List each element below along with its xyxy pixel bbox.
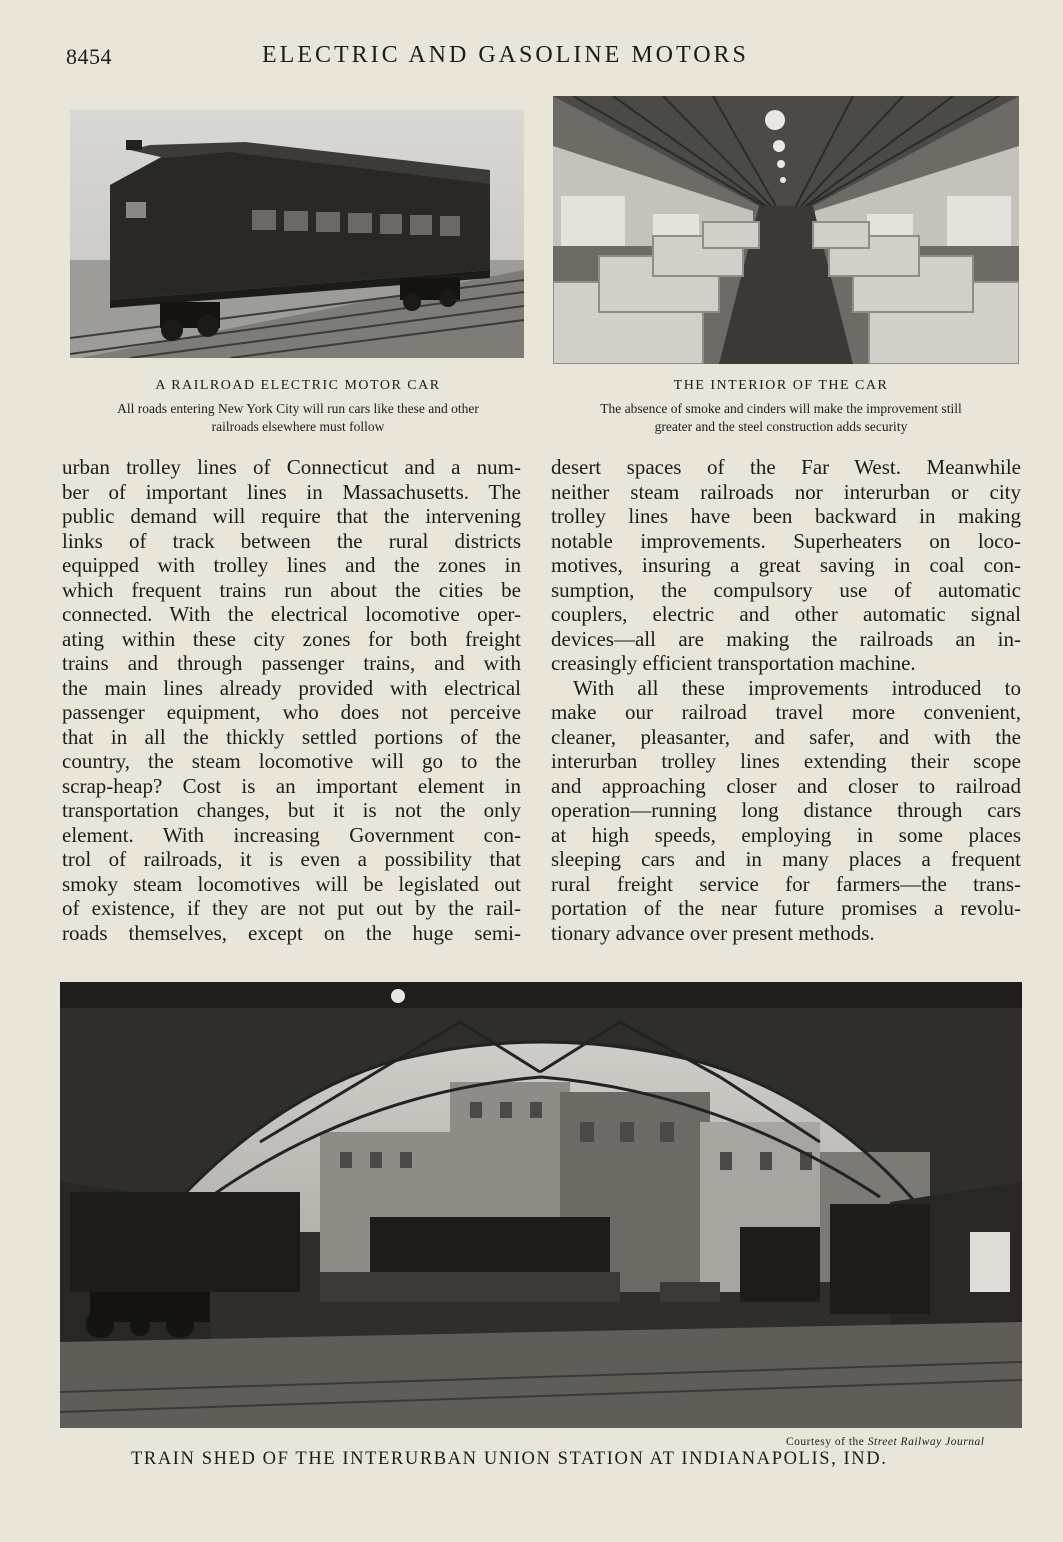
body-column-left (62, 455, 521, 945)
text-line: public demand will require that the intervening (62, 504, 521, 528)
text-line: that in all the thickly settled portions of the (62, 724, 521, 749)
text-line: the main lines already provided with electrical (62, 675, 521, 700)
text-line: tionary advance over present methods. (551, 920, 875, 945)
text-line: interurban trolley lines extending their scope (551, 749, 1021, 773)
text-line: rural freight service for farmers—the trans- (551, 871, 1021, 896)
running-head: ELECTRIC AND GASOLINE MOTORS (262, 42, 749, 68)
text-line: trolley lines have been backward in making (551, 504, 1021, 528)
text-line: scrap-heap? Cost is an important element in (62, 773, 521, 798)
text-line: smoky steam locomotives will be legislated out (62, 871, 521, 896)
text-line: of existence, if they are not put out by the rail- (62, 896, 521, 920)
figure-title: A RAILROAD ELECTRIC MOTOR CAR (155, 378, 441, 393)
text-line: roads themselves, except on the huge semi- (62, 920, 521, 945)
text-line: passenger equipment, who does not perceive (62, 700, 521, 724)
photo-train-shed (60, 982, 1022, 1428)
text-line: motives, insuring a great saving in coal con- (551, 553, 1021, 577)
text-line: at high speeds, employing in some places (551, 822, 1021, 847)
text-line: urban trolley lines of Connecticut and a num- (62, 455, 521, 479)
figure-title: THE INTERIOR OF THE CAR (673, 378, 889, 393)
train-shed-caption: TRAIN SHED OF THE INTERURBAN UNION STATION AT INDIANAPOLIS, IND. (131, 1449, 888, 1469)
photo-electric-motor-car (70, 110, 524, 358)
text-line: trains and through passenger trains, and with (62, 651, 521, 675)
text-line: cleaner, pleasanter, and safer, and with the (551, 724, 1021, 749)
credit-prefix: Courtesy of the (786, 1436, 865, 1448)
page-number: 8454 (66, 44, 112, 69)
caption-line: railroads elsewhere must follow (211, 419, 385, 434)
body-column-right (551, 455, 1021, 945)
text-line: creasingly efficient transportation machine. (551, 651, 916, 675)
text-line: country, the steam locomotive will go to the (62, 749, 521, 773)
text-line: desert spaces of the Far West. Meanwhile (551, 455, 1021, 479)
text-line: which frequent trains run about the cities be (62, 577, 521, 602)
text-line: portation of the near future promises a revolu- (551, 896, 1021, 920)
text-line: element. With increasing Government con- (62, 822, 521, 847)
text-line: operation—running long distance through cars (551, 798, 1021, 822)
figure-caption-text (56, 400, 540, 436)
text-line: connected. With the electrical locomotive oper- (62, 602, 521, 626)
caption-line: The absence of smoke and cinders will make the improvement still (600, 401, 962, 416)
credit-source: Street Railway Journal (867, 1436, 985, 1448)
photo-car-interior (553, 96, 1019, 364)
text-line: sumption, the compulsory use of automatic (551, 577, 1021, 602)
text-line: sleeping cars and in many places a frequent (551, 847, 1021, 871)
figure-caption-motor-car (56, 378, 540, 436)
text-line: equipped with trolley lines and the zones in (62, 553, 521, 577)
figure-caption-interior (548, 378, 1014, 436)
text-line: ating within these city zones for both freight (62, 626, 521, 651)
text-line: neither steam railroads nor interurban or city (551, 479, 1021, 504)
text-line: ber of important lines in Massachusetts. The (62, 479, 521, 504)
text-line: links of track between the rural districts (62, 528, 521, 553)
figure-caption-text (548, 400, 1014, 436)
photo-credit (786, 1436, 984, 1448)
text-line: With all these improvements introduced to (573, 675, 1021, 700)
caption-line: All roads entering New York City will run cars like these and other (117, 401, 479, 416)
text-line: make our railroad travel more convenient, (551, 700, 1021, 724)
text-line: transportation changes, but it is not the only (62, 798, 521, 822)
text-line: trol of railroads, it is even a possibility that (62, 847, 521, 871)
text-line: notable improvements. Superheaters on loco- (551, 528, 1021, 553)
text-line: and approaching closer and closer to railroad (551, 773, 1021, 798)
caption-line: greater and the steel construction adds security (654, 419, 908, 434)
text-line: couplers, electric and other automatic signal (551, 602, 1021, 626)
text-line: devices—all are making the railroads an in- (551, 626, 1021, 651)
